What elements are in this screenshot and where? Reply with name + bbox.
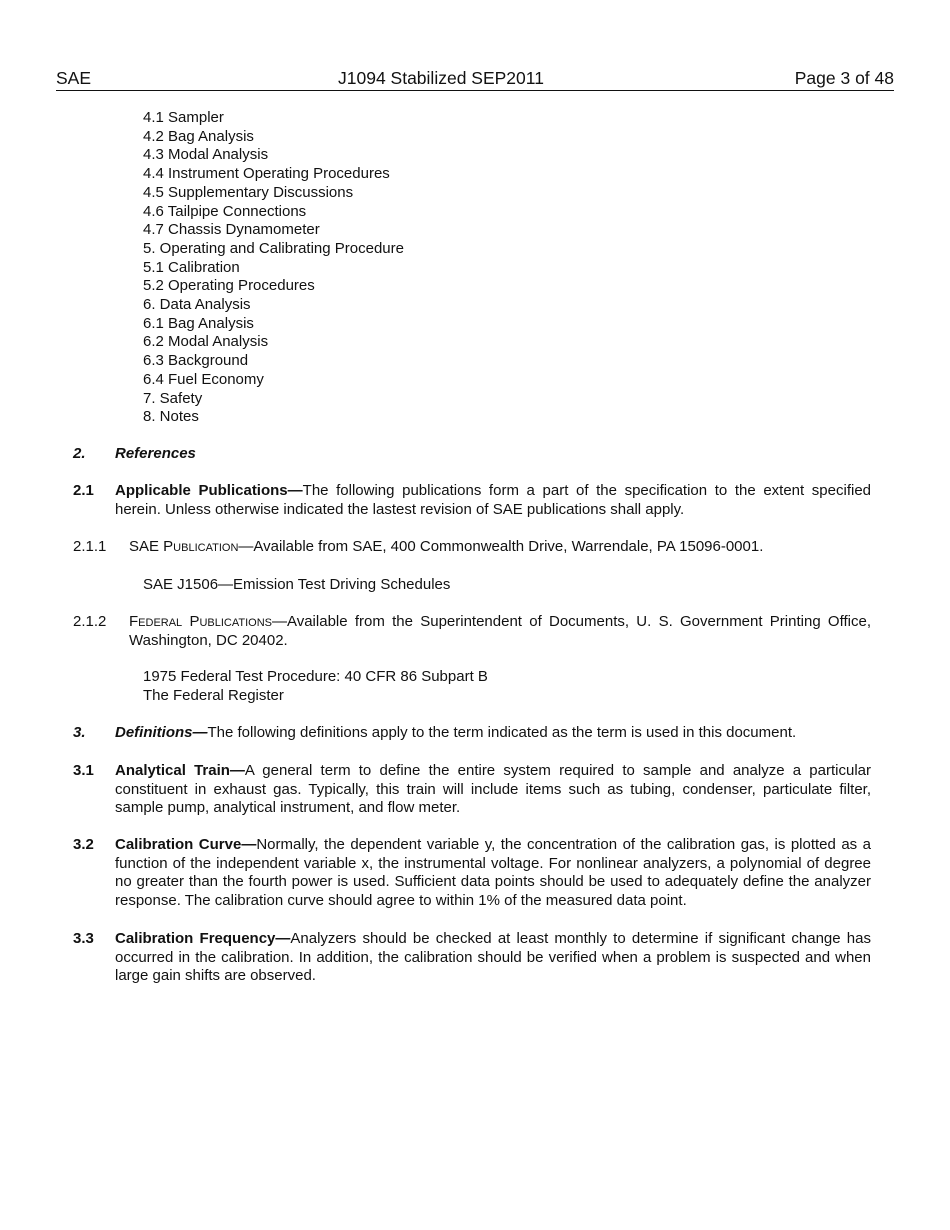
- table-of-contents: [143, 109, 404, 427]
- toc-item: 5. Operating and Calibrating Procedure: [143, 239, 404, 257]
- reference-item: 1975 Federal Test Procedure: 40 CFR 86 Subpart B: [143, 668, 488, 685]
- section-heading: Definitions—: [115, 724, 208, 741]
- section-number: 3.: [73, 724, 86, 741]
- toc-item: 6.4 Fuel Economy: [143, 370, 264, 388]
- section-3-3: [73, 930, 871, 986]
- section-text: —Available from the Superintendent of Documents, U. S. Government Printing Office, Washington, DC 20402.: [129, 613, 871, 649]
- section-2-1-2: [73, 613, 871, 650]
- section-number: 2.: [73, 445, 86, 462]
- section-text: —Available from SAE, 400 Commonwealth Drive, Warrendale, PA 15096-0001.: [238, 538, 764, 555]
- section-number: 3.3: [73, 930, 94, 947]
- section-text: The following definitions apply to the term indicated as the term is used in this document.: [207, 724, 797, 741]
- reference-list: [143, 668, 488, 705]
- section-text: Normally, the dependent variable y, the concentration of the calibration gas, is plotted as a function of the independent variable x, the instrumental voltage. For nonlinear analyzers, a polynomial of degree no greater than the fourth power is used. Sufficient data points should be used to adequately define the analyzer response. The calibration curve should agree to within 1% of the measured data point.: [115, 836, 871, 910]
- section-2-1: [73, 482, 871, 519]
- section-heading: SAE Publication: [129, 538, 239, 555]
- section-2-1-1: [73, 538, 871, 557]
- toc-item: 4.1 Sampler: [143, 109, 224, 126]
- section-3: [73, 724, 871, 743]
- toc-item: 7. Safety: [143, 389, 203, 407]
- toc-item: 4.4 Instrument Operating Procedures: [143, 165, 390, 183]
- toc-item: 4.5 Supplementary Discussions: [143, 183, 354, 201]
- section-heading: Analytical Train—: [115, 762, 245, 779]
- header-document-id: J1094 Stabilized SEP2011: [338, 68, 544, 88]
- toc-item: 6.3 Background: [143, 352, 249, 370]
- toc-item: 5.2 Operating Procedures: [143, 277, 315, 295]
- section-number: 2.1.1: [73, 538, 107, 555]
- section-3-1: [73, 762, 871, 818]
- section-heading: Federal Publications: [129, 613, 272, 630]
- section-number: 2.1.2: [73, 613, 107, 630]
- toc-item: 4.6 Tailpipe Connections: [143, 202, 307, 220]
- reference-item: The Federal Register: [143, 686, 284, 704]
- toc-item: 6.2 Modal Analysis: [143, 333, 269, 351]
- section-heading: References: [115, 445, 196, 462]
- reference-item: SAE J1506—Emission Test Driving Schedules: [143, 576, 451, 593]
- section-number: 3.2: [73, 836, 94, 853]
- header-page-number: Page 3 of 48: [794, 68, 894, 88]
- toc-item: 4.2 Bag Analysis: [143, 127, 254, 145]
- header-organization: SAE: [56, 68, 92, 88]
- section-text: The following publications form a part of the specification to the extent specified herein. Unless otherwise indicated the lastest revision of SAE publications shall apply.: [115, 482, 871, 518]
- toc-item: 8. Notes: [143, 408, 199, 426]
- toc-item: 5.1 Calibration: [143, 258, 240, 276]
- section-text: Analyzers should be checked at least monthly to determine if significant change has occurred in the calibration. In addition, the calibration should be verified when a problem is suspected and when large gain shifts are observed.: [115, 930, 871, 985]
- toc-item: 4.7 Chassis Dynamometer: [143, 221, 320, 239]
- section-number: 3.1: [73, 762, 94, 779]
- section-number: 2.1: [73, 482, 94, 499]
- toc-item: 6.1 Bag Analysis: [143, 314, 254, 332]
- section-heading: Calibration Frequency—: [115, 930, 291, 947]
- section-text: A general term to define the entire system required to sample and analyze a particular constituent in exhaust gas. Typically, this train will include items such as tubing, condenser, particulate filter, sample pump, analytical instrument, and flow meter.: [115, 762, 871, 817]
- section-references: [73, 445, 871, 464]
- toc-item: 6. Data Analysis: [143, 296, 251, 314]
- section-heading: Applicable Publications—: [115, 482, 303, 499]
- section-3-2: [73, 836, 871, 911]
- section-heading: Calibration Curve—: [115, 836, 257, 853]
- toc-item: 4.3 Modal Analysis: [143, 146, 269, 164]
- page-header: [56, 68, 894, 91]
